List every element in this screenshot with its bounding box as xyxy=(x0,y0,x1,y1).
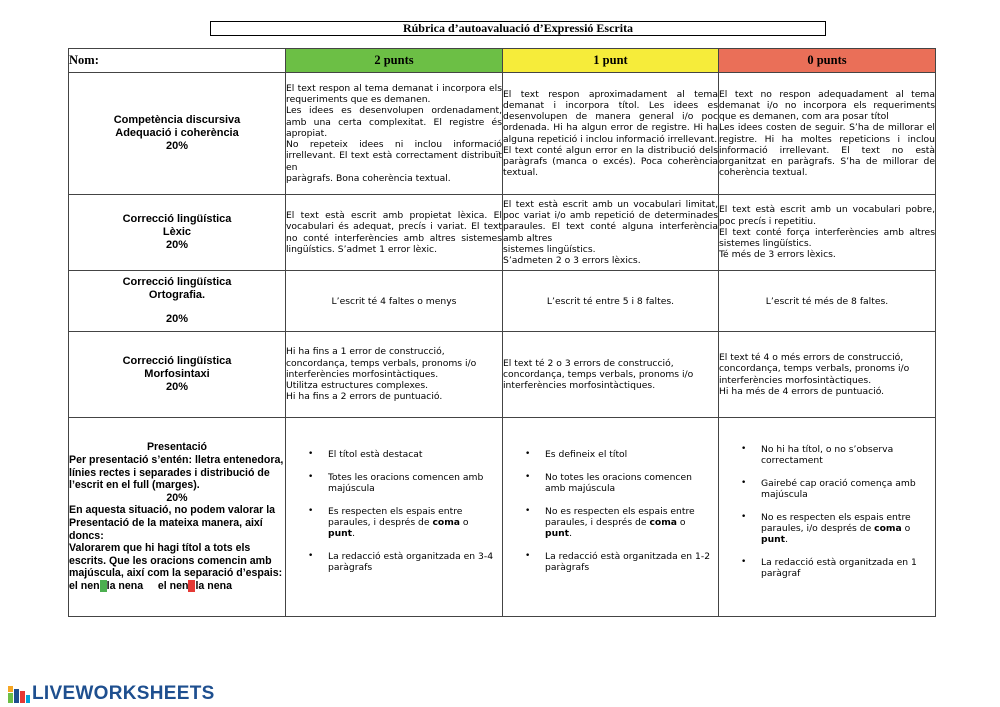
criterion-competencia: Competència discursiva Adequació i coherència 20% xyxy=(69,73,286,195)
page-title: Rúbrica d’autoavaluació d’Expressió Escrita xyxy=(210,21,826,36)
row-presentacio xyxy=(69,418,936,617)
desc-presentacio-2 xyxy=(286,418,503,617)
logo-text: LIVEWORKSHEETS xyxy=(32,683,215,704)
list-item: • No es respecten els espais entre paraules, i després de coma o punt. xyxy=(525,506,712,539)
list-item: • Es respecten els espais entre paraules, i després de coma o punt. xyxy=(308,506,496,539)
header-row xyxy=(69,49,936,73)
header-0-punts: 0 punts xyxy=(719,49,936,73)
desc-presentacio-1 xyxy=(503,418,719,617)
row-competencia xyxy=(69,73,936,195)
desc-ortografia-0: L’escrit té més de 8 faltes. xyxy=(719,271,936,332)
list-item: • No es respecten els espais entre paraules, i/o després de coma o punt. xyxy=(741,512,929,545)
criterion-presentacio: Presentació Per presentació s’entén: lletra entenedora, línies rectes i separades i distribució de l’escrit en el full (marges). 20% En aquesta situació, no podem valorar la Presentació de la mateixa manera, així doncs: Valorarem que hi hagi títol a tots els escrits. Que les oracions comencin amb majúscula, així com la separació d’espais: el nen la nena el nen la nena xyxy=(69,418,286,617)
desc-ortografia-1: L’escrit té entre 5 i 8 faltes. xyxy=(503,271,719,332)
desc-competencia-0: El text no respon adequadament al tema demanat i/o no incorpora els requeriments que es demanen, com ara posar títol Les idees costen de seguir. S’ha de millorar el registre. Hi ha moltes repeticions i inclou informació irrellevant. El text no està organitzat en paràgrafs. S’ha de millorar de coherència textual. xyxy=(719,73,936,195)
desc-lexic-0: El text està escrit amb un vocabulari pobre, poc precís i repetitiu. El text conté força interferències amb altres sistemes lingüístics. Té més de 3 errors lèxics. xyxy=(719,195,936,271)
list-item: • La redacció està organitzada en 1 paràgraf xyxy=(741,557,929,579)
desc-lexic-1: El text està escrit amb un vocabulari limitat, poc variat i/o amb repetició de determinades paraules. El text conté alguna interferència amb altres sistemes lingüístics. S’admeten 2 o 3 errors lèxics. xyxy=(503,195,719,271)
rubric-table xyxy=(68,48,936,617)
liveworksheets-logo-icon xyxy=(8,685,30,703)
row-ortografia xyxy=(69,271,936,332)
criterion-lexic: Correcció lingüística Lèxic 20% xyxy=(69,195,286,271)
row-lexic xyxy=(69,195,936,271)
header-1-punt: 1 punt xyxy=(503,49,719,73)
list-item: • No hi ha títol, o no s’observa correctament xyxy=(741,444,929,466)
list-item: • No totes les oracions comencen amb majúscula xyxy=(525,472,712,494)
desc-competencia-1: El text respon aproximadament al tema demanat i incorpora títol. Les idees es desenvolupen de manera general i/o poc ordenada. Hi ha algun error de registre. Hi ha alguna repetició i inclou informació irrellevant. El text conté algun error en la distribució dels paràgrafs (manca o excés). Poca coherència textual. xyxy=(503,73,719,195)
liveworksheets-logo[interactable] xyxy=(8,683,215,705)
desc-morfosintaxi-1: El text té 2 o 3 errors de construcció, concordança, temps verbals, pronoms i/o interferències morfosintàctiques. xyxy=(503,332,719,418)
correct-space-marker xyxy=(100,580,107,592)
desc-ortografia-2: L’escrit té 4 faltes o menys xyxy=(286,271,503,332)
list-item: • La redacció està organitzada en 3-4 paràgrafs xyxy=(308,551,496,573)
list-item: • La redacció està organitzada en 1-2 paràgrafs xyxy=(525,551,712,573)
list-item: • Totes les oracions comencen amb majúscula xyxy=(308,472,496,494)
list-item: • Gairebé cap oració comença amb majúscula xyxy=(741,478,929,500)
desc-lexic-2: El text està escrit amb propietat lèxica. El vocabulari és adequat, precís i variat. El text no conté interferències amb altres sistemes lingüístics. S’admet 1 error lèxic. xyxy=(286,195,503,271)
desc-presentacio-0 xyxy=(719,418,936,617)
list-item: • Es defineix el títol xyxy=(525,449,712,460)
header-2-punts: 2 punts xyxy=(286,49,503,73)
criterion-ortografia: Correcció lingüística Ortografia. 20% xyxy=(69,271,286,332)
desc-morfosintaxi-0: El text té 4 o més errors de construcció, concordança, temps verbals, pronoms i/o interferències morfosintàctiques. Hi ha més de 4 errors de puntuació. xyxy=(719,332,936,418)
list-item: • El títol està destacat xyxy=(308,449,496,460)
spacing-example: el nen la nena el nen la nena xyxy=(69,579,232,592)
desc-morfosintaxi-2: Hi ha fins a 1 error de construcció, concordança, temps verbals, pronoms i/o interferències morfosintàctiques. Utilitza estructures complexes. Hi ha fins a 2 errors de puntuació. xyxy=(286,332,503,418)
row-morfosintaxi xyxy=(69,332,936,418)
criterion-morfosintaxi: Correcció lingüística Morfosintaxi 20% xyxy=(69,332,286,418)
name-header: Nom: xyxy=(69,49,286,73)
desc-competencia-2: El text respon al tema demanat i incorpora els requeriments que es demanen. Les idees es desenvolupen ordenadament, amb una certa complexitat. El registre és apropiat. No repeteix idees ni inclou informació irrellevant. El text està correctament distribuït en paràgrafs. Bona coherència textual. xyxy=(286,73,503,195)
